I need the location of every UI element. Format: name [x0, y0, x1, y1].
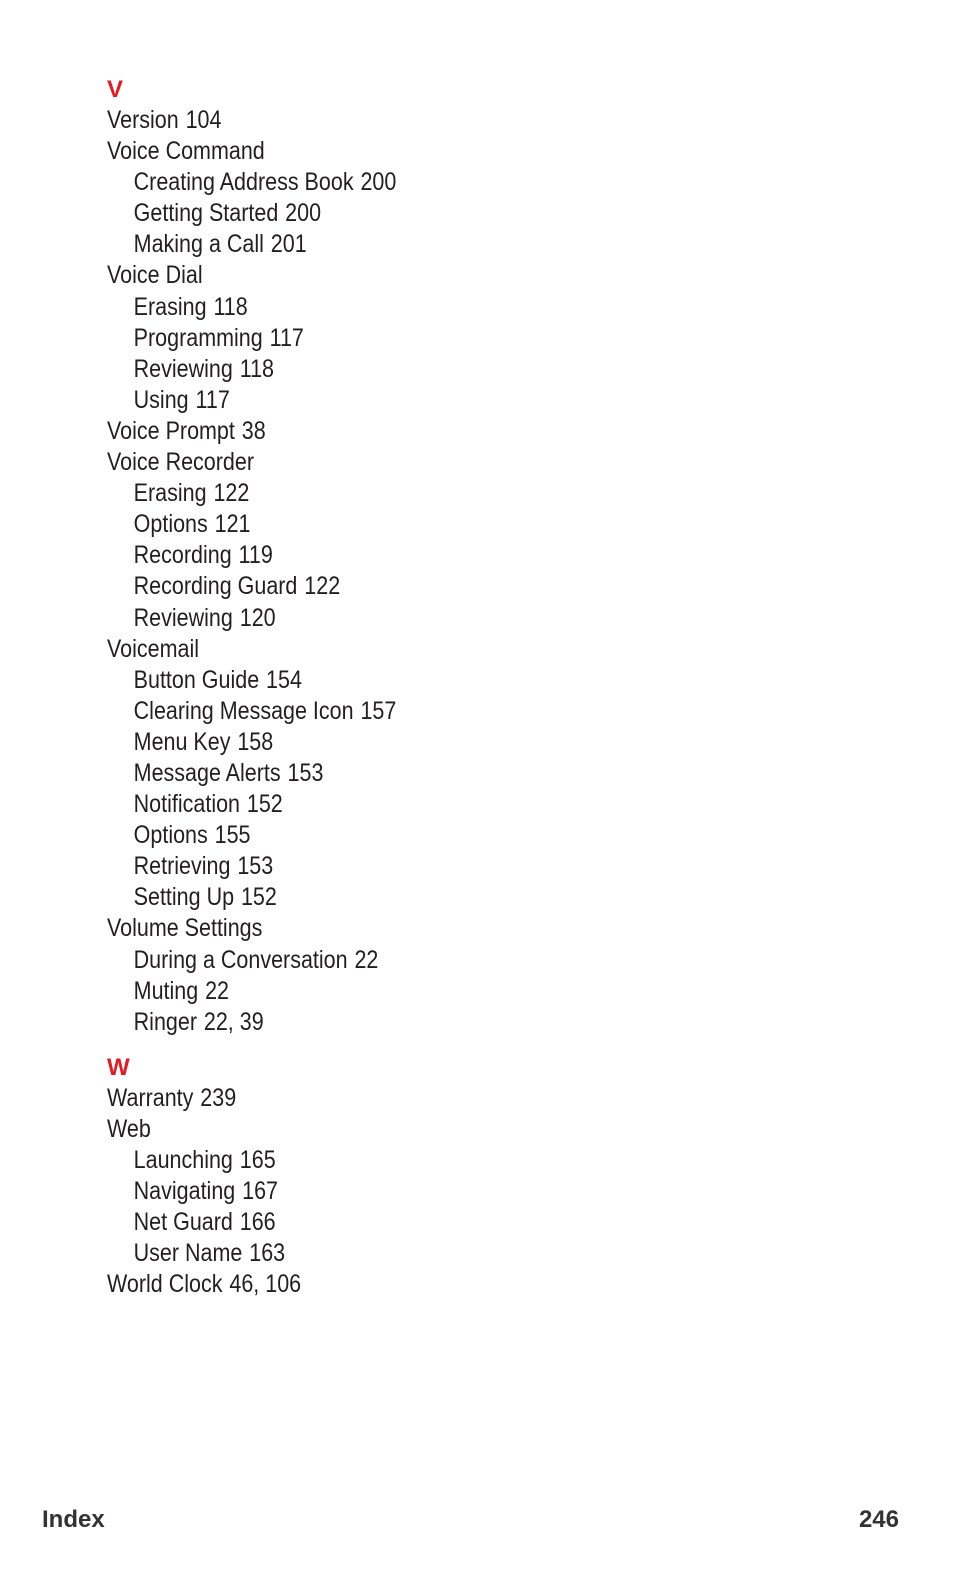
entry-pages: 117 [195, 385, 230, 414]
index-subentry [107, 1176, 709, 1207]
entry-term: Message Alerts [133, 758, 281, 787]
index-entry [107, 1083, 709, 1114]
entry-term: Making a Call [133, 230, 264, 259]
entry-pages: 157 [360, 696, 397, 725]
entry-pages: 153 [237, 852, 274, 881]
entry-term: Launching [133, 1146, 233, 1174]
footer-section-name: Index [42, 1506, 105, 1533]
entry-term: Recording Guard [133, 572, 298, 601]
entry-term: Voicemail [107, 634, 200, 663]
entry-term: Getting Started [133, 199, 279, 228]
entry-term: Reviewing [133, 603, 233, 632]
entry-term: Retrieving [133, 852, 231, 881]
index-subentry [107, 945, 709, 976]
index-entry [107, 634, 709, 665]
entry-term: Voice Recorder [107, 448, 255, 477]
entry-term: Reviewing [133, 354, 233, 383]
index-subentry [107, 571, 709, 602]
entry-pages: 166 [239, 1208, 276, 1237]
entry-term: Setting Up [133, 883, 235, 912]
entry-pages: 122 [213, 479, 250, 508]
index-subentry [107, 354, 709, 385]
index-subentry [107, 603, 709, 634]
entry-pages: 119 [238, 541, 273, 570]
index-entry [107, 1114, 709, 1145]
entry-term: Volume Settings [107, 914, 263, 943]
entry-term: Voice Dial [107, 261, 203, 290]
index-subentry [107, 851, 709, 882]
index-subentry [107, 167, 709, 198]
index-subentry [107, 292, 709, 323]
index-subentry [107, 696, 709, 727]
index-subentry [107, 820, 709, 851]
entry-term: Programming [133, 323, 263, 352]
entry-pages: 167 [242, 1177, 279, 1206]
index-subentry [107, 478, 709, 509]
entry-term: Using [133, 385, 189, 414]
index-subentry [107, 758, 709, 789]
index-entry [107, 105, 709, 136]
entry-term: Voice Command [107, 137, 265, 166]
entry-pages: 239 [200, 1083, 237, 1112]
entry-term: Recording [133, 541, 232, 570]
entry-term: Notification [133, 790, 241, 819]
index-subentry [107, 789, 709, 820]
entry-term: Button Guide [133, 665, 260, 694]
index-subentry [107, 1207, 709, 1238]
entry-term: Muting [133, 976, 199, 1005]
entry-pages: 200 [285, 199, 322, 228]
index-subentry [107, 665, 709, 696]
entry-term: During a Conversation [133, 945, 348, 974]
index-subentry [107, 229, 709, 260]
page-footer [42, 1504, 899, 1536]
entry-pages: 155 [214, 821, 251, 850]
index-entry [107, 913, 709, 944]
entry-term: Erasing [133, 292, 207, 321]
entry-pages: 38 [241, 416, 266, 445]
entry-term: Menu Key [133, 727, 231, 756]
entry-pages: 152 [246, 790, 283, 819]
index-subentry [107, 1145, 709, 1176]
entry-term: Creating Address Book [133, 168, 354, 197]
index-column [107, 74, 807, 1300]
entry-term: Options [133, 510, 208, 539]
index-subentry [107, 1238, 709, 1269]
index-subentry [107, 882, 709, 913]
entry-pages: 122 [304, 572, 341, 601]
entry-pages: 152 [240, 883, 277, 912]
entry-pages: 46, 106 [229, 1270, 302, 1299]
index-entry [107, 136, 709, 167]
index-entry [107, 416, 709, 447]
entry-pages: 118 [213, 292, 248, 321]
entry-term: Navigating [133, 1177, 236, 1206]
entry-term: World Clock [107, 1270, 223, 1299]
index-subentry [107, 976, 709, 1007]
index-subentry [107, 1007, 709, 1038]
entry-pages: 120 [239, 603, 276, 632]
entry-pages: 22 [205, 976, 229, 1005]
entry-term: Net Guard [133, 1208, 233, 1237]
index-subentry [107, 540, 709, 571]
index-subentry [107, 727, 709, 758]
entry-term: Web [107, 1114, 151, 1143]
entry-pages: 22 [354, 945, 379, 974]
index-section-v [107, 74, 807, 1038]
entry-term: User Name [133, 1239, 243, 1268]
page-number: 246 [858, 1506, 899, 1533]
entry-pages: 165 [239, 1146, 276, 1174]
entry-pages: 153 [287, 758, 324, 787]
index-entry [107, 1269, 709, 1300]
entry-term: Voice Prompt [107, 416, 235, 445]
entry-pages: 158 [237, 727, 274, 756]
entry-pages: 200 [360, 168, 397, 197]
entry-term: Clearing Message Icon [133, 696, 354, 725]
entry-pages: 163 [249, 1239, 286, 1268]
entry-pages: 121 [214, 510, 251, 539]
index-entry [107, 260, 709, 291]
entry-term: Options [133, 821, 208, 850]
entry-pages: 117 [269, 323, 304, 352]
index-subentry [107, 198, 709, 229]
index-subentry [107, 323, 709, 354]
entry-term: Erasing [133, 479, 207, 508]
entry-term: Warranty [107, 1083, 194, 1112]
entry-term: Version [107, 106, 179, 134]
index-section-w [107, 1052, 807, 1301]
index-subentry [107, 385, 709, 416]
entry-term: Ringer [133, 1007, 198, 1036]
entry-pages: 154 [266, 665, 302, 694]
entry-pages: 22, 39 [203, 1007, 264, 1036]
entry-pages: 118 [239, 354, 275, 383]
section-letter: V [107, 76, 124, 103]
entry-pages: 104 [185, 106, 222, 134]
index-subentry [107, 509, 709, 540]
entry-pages: 201 [270, 230, 307, 259]
section-letter: W [107, 1053, 130, 1081]
index-entry [107, 447, 709, 478]
